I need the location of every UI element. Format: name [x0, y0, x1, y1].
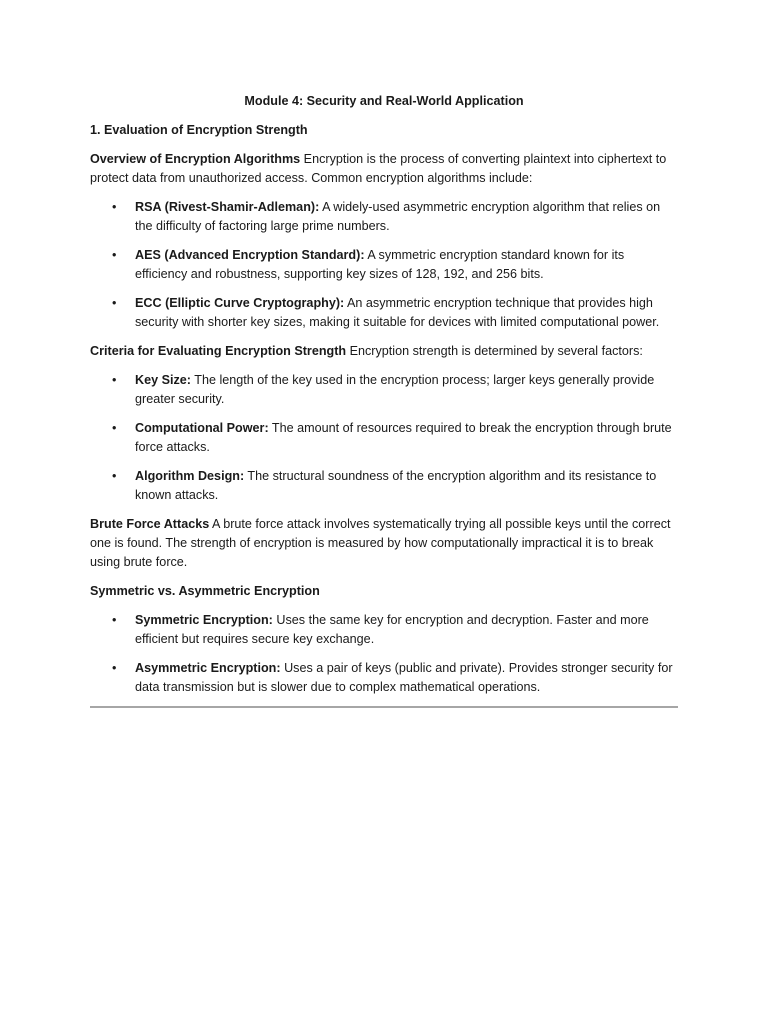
item-desc: An asymmetric encryption technique that provides high security with shorter key sizes, making it suitable for devices with limited computational power. [135, 296, 660, 329]
document-page [90, 92, 678, 707]
bullet: • [112, 373, 117, 387]
horizontal-rule [90, 706, 678, 708]
list-item [90, 198, 678, 236]
bullet: • [112, 421, 117, 435]
section-heading: 1. Evaluation of Encryption Strength [90, 123, 308, 137]
item-desc: The amount of resources required to break the encryption through brute force attacks. [135, 421, 672, 454]
factor-list [90, 371, 678, 505]
list-item [90, 371, 678, 409]
item-desc: A symmetric encryption standard known for its efficiency and robustness, supporting key sizes of 128, 192, and 256 bits. [135, 248, 625, 281]
item-desc: Uses a pair of keys (public and private). Provides stronger security for data transmission but is slower due to complex mathematical operations. [135, 661, 673, 694]
overview-label: Overview of Encryption Algorithms [90, 152, 301, 166]
brute-force-label: Brute Force Attacks [90, 517, 210, 531]
item-term: Key Size: [135, 373, 191, 387]
sym-asym-heading: Symmetric vs. Asymmetric Encryption [90, 584, 320, 598]
item-term: Asymmetric Encryption: [135, 661, 281, 675]
brute-force-paragraph [90, 515, 678, 572]
list-item [90, 611, 678, 649]
list-item [90, 659, 678, 697]
list-item [90, 246, 678, 284]
criteria-label: Criteria for Evaluating Encryption Strength [90, 344, 347, 358]
sym-asym-list [90, 611, 678, 697]
item-term: RSA (Rivest-Shamir-Adleman): [135, 200, 320, 214]
overview-text: Encryption is the process of converting plaintext into ciphertext to protect data from unauthorized access. Common encryption algorithms include: [90, 152, 667, 185]
bullet: • [112, 661, 117, 675]
bullet: • [112, 296, 117, 310]
item-desc: Uses the same key for encryption and decryption. Faster and more efficient but requires secure key exchange. [135, 613, 649, 646]
bullet: • [112, 613, 117, 627]
list-item [90, 419, 678, 457]
brute-force-text: A brute force attack involves systematically trying all possible keys until the correct one is found. The strength of encryption is measured by how computationally impractical it is to break using brute force. [90, 517, 671, 569]
overview-paragraph [90, 150, 678, 188]
bullet: • [112, 469, 117, 483]
item-term: ECC (Elliptic Curve Cryptography): [135, 296, 345, 310]
item-desc: The length of the key used in the encryption process; larger keys generally provide greater security. [135, 373, 655, 406]
bullet: • [112, 248, 117, 262]
criteria-text: Encryption strength is determined by several factors: [346, 344, 643, 358]
bullet: • [112, 200, 117, 214]
algorithm-list [90, 198, 678, 332]
item-term: Symmetric Encryption: [135, 613, 273, 627]
criteria-paragraph [90, 342, 678, 361]
item-desc: A widely-used asymmetric encryption algorithm that relies on the difficulty of factoring large prime numbers. [135, 200, 661, 233]
list-item [90, 467, 678, 505]
item-desc: The structural soundness of the encryption algorithm and its resistance to known attacks. [135, 469, 657, 502]
item-term: AES (Advanced Encryption Standard): [135, 248, 365, 262]
item-term: Computational Power: [135, 421, 269, 435]
page-title: Module 4: Security and Real-World Application [244, 94, 524, 108]
item-term: Algorithm Design: [135, 469, 245, 483]
list-item [90, 294, 678, 332]
